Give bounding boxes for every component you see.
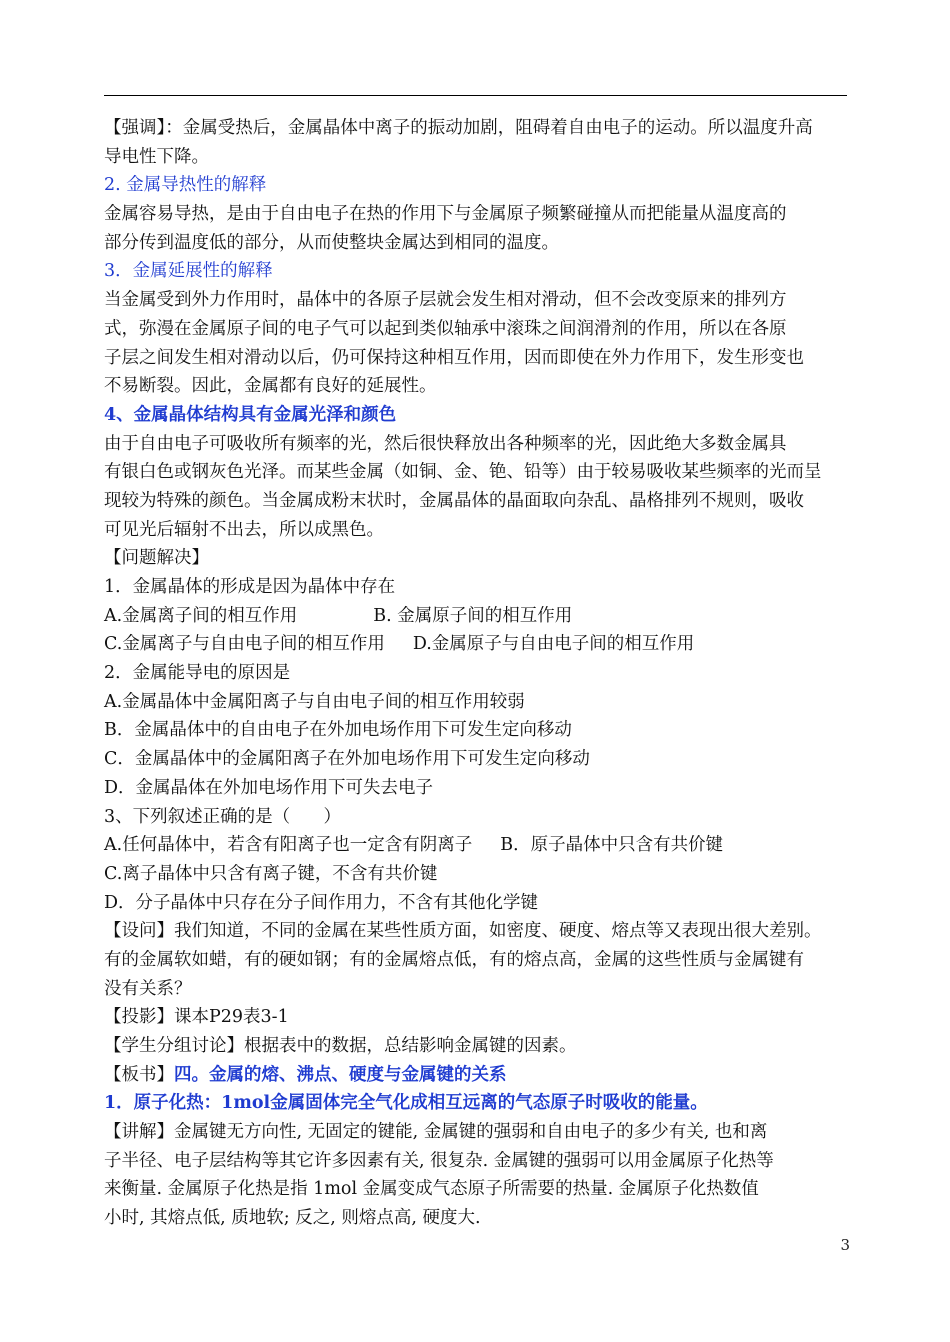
emphasis-paragraph-line: 导电性下降。 [104, 146, 209, 167]
explanation-paragraph-line: 子半径、电子层结构等其它许多因素有关, 很复杂. 金属键的强弱可以用金属原子化热等 [104, 1150, 774, 1171]
blackboard-title: 四。金属的熔、沸点、硬度与金属键的关系 [174, 1064, 507, 1085]
problem-solving-heading: 【问题解决】 [104, 548, 209, 569]
option-b: B. 金属原子间的相互作用 [373, 605, 573, 626]
group-discussion-note: 【学生分组讨论】根据表中的数据，总结影响金属键的因素。 [104, 1036, 577, 1056]
inquiry-paragraph-line: 【设问】我们知道，不同的金属在某些性质方面，如密度、硬度、熔点等又表现出很大差别。 [104, 921, 822, 942]
paragraph-line: 由于自由电子可吸收所有频率的光，然后很快释放出各种频率的光，因此绝大多数金属具 [104, 433, 787, 454]
paragraph-line: 式，弥漫在金属原子间的电子气可以起到类似轴承中滚珠之间润滑剂的作用，所以在各原 [104, 318, 787, 339]
paragraph-line: 部分传到温度低的部分，从而使整块金属达到相同的温度。 [104, 232, 559, 253]
option-a: A.任何晶体中，若含有阳离子也一定含有阴离子 [104, 835, 473, 856]
section-heading-luster: 4、金属晶体结构具有金属光泽和颜色 [104, 404, 397, 425]
question-2-option-a: A.金属晶体中金属阳离子与自由电子间的相互作用较弱 [104, 691, 525, 712]
option-c: C.金属离子与自由电子间的相互作用 [104, 634, 385, 655]
emphasis-paragraph-line: 【强调】：金属受热后，金属晶体中离子的振动加剧，阻碍着自由电子的运动。所以温度升高 [104, 118, 813, 138]
question-3: 3、下列叙述正确的是（ ） [104, 806, 342, 827]
paragraph-line: 现较为特殊的颜色。当金属成粉末状时，金属晶体的晶面取向杂乱、晶格排列不规则，吸收 [104, 490, 804, 511]
page-number: 3 [840, 1236, 850, 1254]
inquiry-paragraph-line: 有的金属软如蜡，有的硬如钢；有的金属熔点低，有的熔点高，金属的这些性质与金属键有 [104, 949, 804, 970]
question-3-option-c: C.离子晶体中只含有离子键，不含有共价键 [104, 863, 438, 884]
inquiry-paragraph-line: 没有关系？ [104, 978, 192, 999]
paragraph-line: 有银白色或钢灰色光泽。而某些金属（如铜、金、铯、铅等）由于较易吸收某些频率的光而呈 [104, 462, 822, 483]
projection-note: 【投影】课本P29表3-1 [104, 1007, 289, 1028]
option-a: A.金属离子间的相互作用 [104, 605, 298, 626]
question-1-options-ab [104, 602, 849, 631]
paragraph-line: 可见光后辐射不出去，所以成黑色。 [104, 519, 384, 540]
explanation-paragraph-line: 来衡量. 金属原子化热是指 1mol 金属变成气态原子所需要的热量. 金属原子化热数值 [104, 1179, 759, 1200]
explanation-paragraph-line: 小时, 其熔点低, 质地软; 反之, 则熔点高, 硬度大. [104, 1208, 481, 1229]
paragraph-line: 金属容易导热，是由于自由电子在热的作用下与金属原子频繁碰撞从而把能量从温度高的 [104, 204, 787, 225]
paragraph-line: 不易断裂。因此，金属都有良好的延展性。 [104, 376, 437, 397]
atomization-heat-definition: 1．原子化热：1mol金属固体完全气化成相互远离的气态原子时吸收的能量。 [104, 1093, 708, 1114]
section-heading-ductility: 3．金属延展性的解释 [104, 261, 273, 282]
blackboard-heading [104, 1061, 849, 1090]
paragraph-line: 当金属受到外力作用时，晶体中的各原子层就会发生相对滑动，但不会改变原来的排列方 [104, 290, 787, 311]
question-1: 1．金属晶体的形成是因为晶体中存在 [104, 577, 396, 597]
question-2-option-c: C．金属晶体中的金属阳离子在外加电场作用下可发生定向移动 [104, 749, 590, 770]
explanation-paragraph-line: 【讲解】金属键无方向性, 无固定的键能, 金属键的强弱和自由电子的多少有关, 也和离 [104, 1122, 768, 1143]
question-3-option-d: D．分子晶体中只存在分子间作用力，不含有其他化学键 [104, 892, 539, 913]
question-2: 2．金属能导电的原因是 [104, 663, 291, 684]
section-heading-thermal-conductivity: 2. 金属导热性的解释 [104, 175, 267, 196]
question-2-option-d: D．金属晶体在外加电场作用下可失去电子 [104, 777, 434, 798]
question-1-options-cd [104, 630, 849, 659]
option-d: D.金属原子与自由电子间的相互作用 [412, 634, 695, 655]
blackboard-label: 【板书】 [104, 1064, 174, 1085]
option-b: B．原子晶体中只含有共价键 [500, 835, 724, 856]
paragraph-line: 子层之间发生相对滑动以后，仍可保持这种相互作用，因而即使在外力作用下，发生形变也 [104, 347, 804, 368]
question-2-option-b: B．金属晶体中的自由电子在外加电场作用下可发生定向移动 [104, 720, 572, 741]
page-content [104, 114, 849, 1233]
header-rule [104, 95, 847, 96]
question-3-options-ab [104, 831, 849, 860]
